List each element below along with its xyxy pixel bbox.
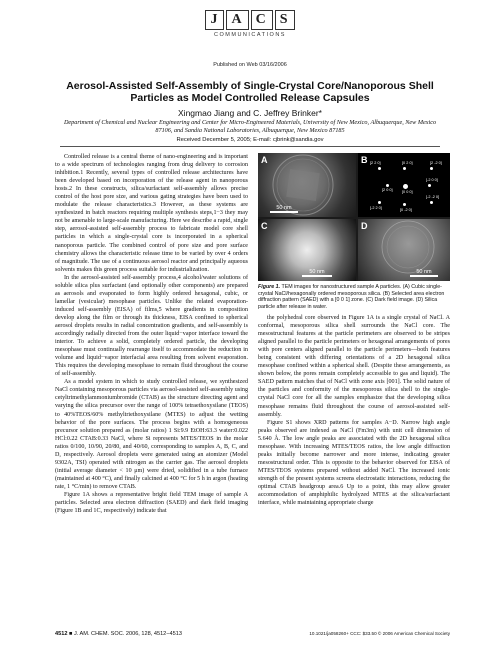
- scale-bar: [302, 269, 332, 278]
- scale-bar-label: 50 nm: [416, 269, 432, 275]
- spot-label: [2 2 0]: [370, 161, 381, 165]
- published-date: Published on Web 03/16/2006: [213, 62, 287, 68]
- spot-label: [0 2 0]: [402, 161, 413, 165]
- diffraction-spot: [430, 167, 433, 170]
- figure-caption: [258, 284, 450, 310]
- column-left: [55, 153, 248, 515]
- page-number: 4512: [55, 631, 68, 637]
- panel-c-dark-field: [258, 219, 356, 281]
- panel-d-silica-particle: [358, 219, 450, 281]
- caption-label: Figure 1.: [258, 284, 281, 290]
- diffraction-spot: [386, 184, 389, 187]
- panel-label: B: [361, 155, 368, 165]
- scale-bar: [410, 269, 438, 278]
- logo-letter: A: [226, 10, 248, 30]
- figure-1: [258, 153, 450, 281]
- scale-bar-line: [410, 275, 438, 277]
- affiliation: Department of Chemical and Nuclear Engineering and Center for Micro-Engineered Materials, University of New Mexico, Albuquerque, New Mexico 87106, and Sandia National Laboratories, Albuquerque, New Mexico 87185: [63, 119, 437, 134]
- panel-label: D: [361, 221, 368, 231]
- spot-label: [-2 2 0]: [370, 206, 382, 210]
- citation: J. AM. CHEM. SOC. 2006, 128, 4512−4513: [73, 631, 183, 637]
- title-line-2: Particles as Model Controlled Release Capsules: [130, 92, 370, 104]
- received-line: Received December 5, 2005; E-mail: cjbrink@sandia.gov: [176, 137, 324, 143]
- logo-letter: S: [275, 10, 295, 30]
- caption-text: TEM images for nanostructured sample A particles. (A) Cubic single-crystal NaCl/hexagonally ordered mesoporous silica. (B) Selected area electron diffraction pattern (SAED) with a [0 0 1] zone. (C) Dark field image. (D) Silica particle after release in water.: [258, 284, 445, 310]
- diffraction-spot: [430, 201, 433, 204]
- column-right: [258, 314, 450, 507]
- spot-label: [0 -2 0]: [400, 208, 412, 212]
- diffraction-spot: [378, 201, 381, 204]
- panel-label: A: [261, 155, 268, 165]
- panel-b-diffraction: [358, 153, 450, 217]
- spot-label: [0 0 0]: [402, 190, 413, 194]
- authors: Xingmao Jiang and C. Jeffrey Brinker*: [178, 108, 322, 118]
- diffraction-spot: [428, 184, 431, 187]
- paragraph: Figure S1 shows XRD patterns for samples A−D. Narrow high angle peaks observed are indexed as NaCl (Fm3m) with unit cell dimension of 5.640 Å. The low angle peaks are associated with the 2D hexagonal silica mesophase. With increasing MTES/TEOS ratios, the low angle diffraction peaks initially become narrower and more intense, indicating greater mesostructural order. This is opposite to the behavior observed for EISA of MTES/TEOS systems prepared without added NaCl. The increased ionic strength of the present systems screens electrostatic interactions, reducing the optimal CTAB headgroup area.6 Up to a point, this may allow greater accommodation of amphiphilic hydrolyzed MTES at the silica/surfactant interface, while maintaining appropriate charge: [258, 419, 450, 507]
- title-line-1: Aerosol-Assisted Self-Assembly of Single-Crystal Core/Nanoporous Shell: [66, 80, 434, 92]
- spot-label: [-2 0 0]: [426, 178, 438, 182]
- paragraph: Figure 1A shows a representative bright field TEM image of sample A particles. Selected area electron diffraction (SAED) and dark field imaging (Figure 1B and 1C, respectively) indicate that: [55, 491, 248, 515]
- logo-letter: C: [251, 10, 273, 30]
- page-footer-left: 4512 ■ J. AM. CHEM. SOC. 2006, 128, 4512−4513: [55, 631, 183, 637]
- spot-label: [2 0 0]: [382, 188, 393, 192]
- panel-a-tem-image: [258, 153, 356, 217]
- doi-line: 10.1021/ja058260+ CCC: $33.50 © 2006 American Chemical Society: [309, 631, 450, 636]
- panel-label: C: [261, 221, 268, 231]
- diffraction-spot: [403, 184, 408, 189]
- scale-bar-label: 50 nm: [309, 269, 325, 275]
- scale-bar-line: [270, 211, 298, 213]
- logo-letter: J: [205, 10, 224, 30]
- spot-label: [2 -2 0]: [430, 161, 442, 165]
- article-title: [40, 80, 460, 104]
- diffraction-spot: [403, 167, 406, 170]
- paragraph: In the aerosol-assisted self-assembly process,4 alcohol/water solutions of soluble silica plus surfactant (and optionally other components) are prepared as aerosols and evaporated to form highly ordered hexagonal, cubic, or lamellar (vesicular) mesophase particles. Unlike the related evaporation-induced self-assembly (EISA) of films,5 where gradients in composition develop along the film or through its thickness, EISA confined to spherical aerosol droplets results in radial concentration gradients, and self-assembly is accordingly radially directed from the outer liquid−vapor interface toward the interior. To achieve a solid, completely ordered particle, the developing mesophase must continually rearrange itself to accommodate the reduction in volume and liquid−vapor interfacial area resulting from solvent evaporation. This requires the developing mesophase to remain fluid throughout the course of self-assembly.: [55, 274, 248, 378]
- journal-logo: [0, 10, 500, 38]
- spot-label: [-2 -2 0]: [426, 195, 440, 199]
- diffraction-spot: [378, 167, 381, 170]
- scale-bar-line: [302, 275, 332, 277]
- diffraction-spot: [403, 203, 406, 206]
- scale-bar-label: 50 nm: [276, 205, 292, 211]
- journal-section: COMMUNICATIONS: [214, 32, 286, 38]
- paragraph: As a model system in which to study controlled release, we synthesized NaCl containing mesoporous particles via aerosol-assisted self-assembly using cetyltrimethylammoniumbromide (CTAB) as the structure directing agent and varying the silica precursor over the range of 100% tetraethoxysilane (TEOS) to 40%TEOS/60% methyltriethoxysilane (MTES) to adjust the wetting behavior of the pore surfaces. The process begins with a homogeneous precursor solution prepared as (molar ratios) 1 Si:9.9 EtOH:63.3 water:0.022 HCl:0.22 CTAB:0.33 NaCl, where Si represents MTES/TEOS in the molar ratios 0/100, 10/90, 20/80, and 40/60, corresponding to samples A, B, C, and D, respectively. Aerosol droplets were generated using an atomizer (Model 9302A, TSI) operated with nitrogen as the carrier gas. The aerosol droplets (initial average diameter < 10 μm) were dried, solidified in a tube furnace (maintained at 400 °C), and finally calcined at 400 °C for 5 h in argon (heating rate, 1 °C/min) to remove CTAB.: [55, 379, 248, 490]
- scale-bar: [270, 205, 298, 214]
- header-divider: [60, 146, 440, 147]
- paragraph: Controlled release is a central theme of nano-engineering and is important to a wide spectrum of technologies ranging from drug delivery to corrosion inhibition.1 Recently, several types of controlled release architectures have been developed based on incorporation of the release agent in nanoporous hosts.2 In these constructs, silica/surfactant self-assembly allows precise control of the host pore size, and various gating strategies have been used to modulate the release characteristics.3 However, as these systems are synthesized in batch reactors requiring multiple synthesis steps,1−3 they may not be amenable to large-scale manufacturing. Here we describe a rapid, single step, aerosol-assisted self-assembly process to fabricate model core shell particles in which a single-crystal core is incorporated in a spherical nanoporous particle. The combined control of pore size and pore surface chemistry allows the characteristic release time to be varied by over 4 orders of magnitude. The use of a continuous aerosol reactor and principally aqueous solvents makes this green process suitable for industrialization.: [55, 154, 248, 273]
- paragraph: the polyhedral core observed in Figure 1A is a single crystal of NaCl. A conformal, mesoporous silica shell surrounds the NaCl core. The mesostructural features at the particle perimeters are observed to be stripes aligned parallel to the particle perimeters or hexagonal arrangements of pores with pore centers aligned parallel to the particle perimeters—both features being consistent with differing orientations of a 2D hexagonal silica mesophase confined within a spherical shell. (Despite these arrangements, as shown below, the pores remain completely accessible to gas and liquid). The SAED pattern matches that of NaCl with zone axis [001]. The solid nature of the particles and conformity of the mesoporous silica shell to the single-crystal NaCl core for all the samples emphasize that the developing silica mesophase remains fluid throughout the course of aerosol-assisted self-assembly.: [258, 315, 450, 418]
